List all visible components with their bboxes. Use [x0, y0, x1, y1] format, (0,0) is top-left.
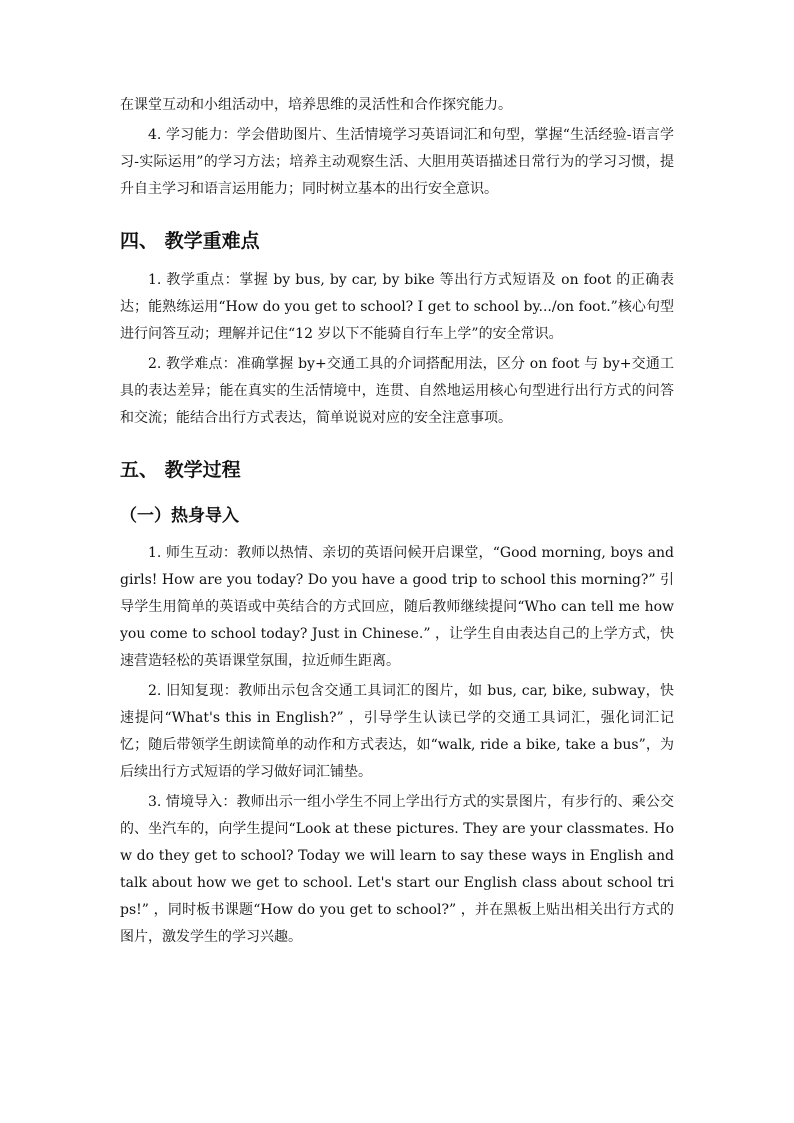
heading-teaching-key-difficult-points: 四、 教学重难点 — [120, 230, 260, 252]
paragraph-situation-lead-in: 3. 情境导入：教师出示一组小学生不同上学出行方式的实景图片，有步行的、乘公交的、坐汽车的，向学生提问“Look at these pictures. They are your classmates. How do they get to school? Today we will learn to say these ways in English and talk about how we get to school. Let's start our English class about school trips!” ，同时板书课题“How do you get to school?” ，并在黑板上贴出相关出行方式的图片，激发学生的学习兴趣。 — [120, 794, 674, 945]
subheading-warm-up: （一）热身导入 — [120, 506, 239, 526]
paragraph-teaching-difficult-points: 2. 教学难点：准确掌握 by+交通工具的介词搭配用法，区分 on foot 与 by+交通工具的表达差异；能在真实的生活情境中，连贯、自然地运用核心句型进行出行方式的问答和交流；能结合出行方式表达，简单说说对应的安全注意事项。 — [120, 356, 674, 426]
paragraph-review: 2. 旧知复现：教师出示包含交通工具词汇的图片，如 bus, car, bike, subway，快速提问“What's this in English?” ，引导学生认读已学的交通工具词汇，强化词汇记忆；随后带领学生朗读简单的动作和方式表达，如“walk, ride a bike, take a bus”，为后续出行方式短语的学习做好词汇铺垫。 — [120, 683, 674, 780]
paragraph-teaching-key-points: 1. 教学重点：掌握 by bus, by car, by bike 等出行方式短语及 on foot 的正确表达；能熟练运用“How do you get to school? I get to school by.../on foot.”核心句型进行问答互动；理解并记住“12 岁以下不能骑自行车上学”的安全常识。 — [120, 272, 674, 342]
paragraph-teacher-student-interaction: 1. 师生互动：教师以热情、亲切的英语问候开启课堂，“Good morning, boys and girls! How are you today? Do you have a good trip to school this morning?” 引导学生用简单的英语或中英结合的方式回应，随后教师继续提问“Who can tell me how you come to school today? Just in Chinese.” ，让学生自由表达自己的上学方式，快速营造轻松的英语课堂氛围，拉近师生距离。 — [120, 545, 674, 669]
paragraph-cooperation: 在课堂互动和小组活动中，培养思维的灵活性和合作探究能力。 — [120, 97, 512, 113]
heading-teaching-process: 五、 教学过程 — [120, 459, 241, 481]
paragraph-learning-ability: 4. 学习能力：学会借助图片、生活情境学习英语词汇和句型，掌握“生活经验-语言学习-实际运用”的学习方法；培养主动观察生活、大胆用英语描述日常行为的学习习惯，提升自主学习和语言运用能力；同时树立基本的出行安全意识。 — [120, 127, 674, 197]
document-page — [120, 92, 674, 954]
